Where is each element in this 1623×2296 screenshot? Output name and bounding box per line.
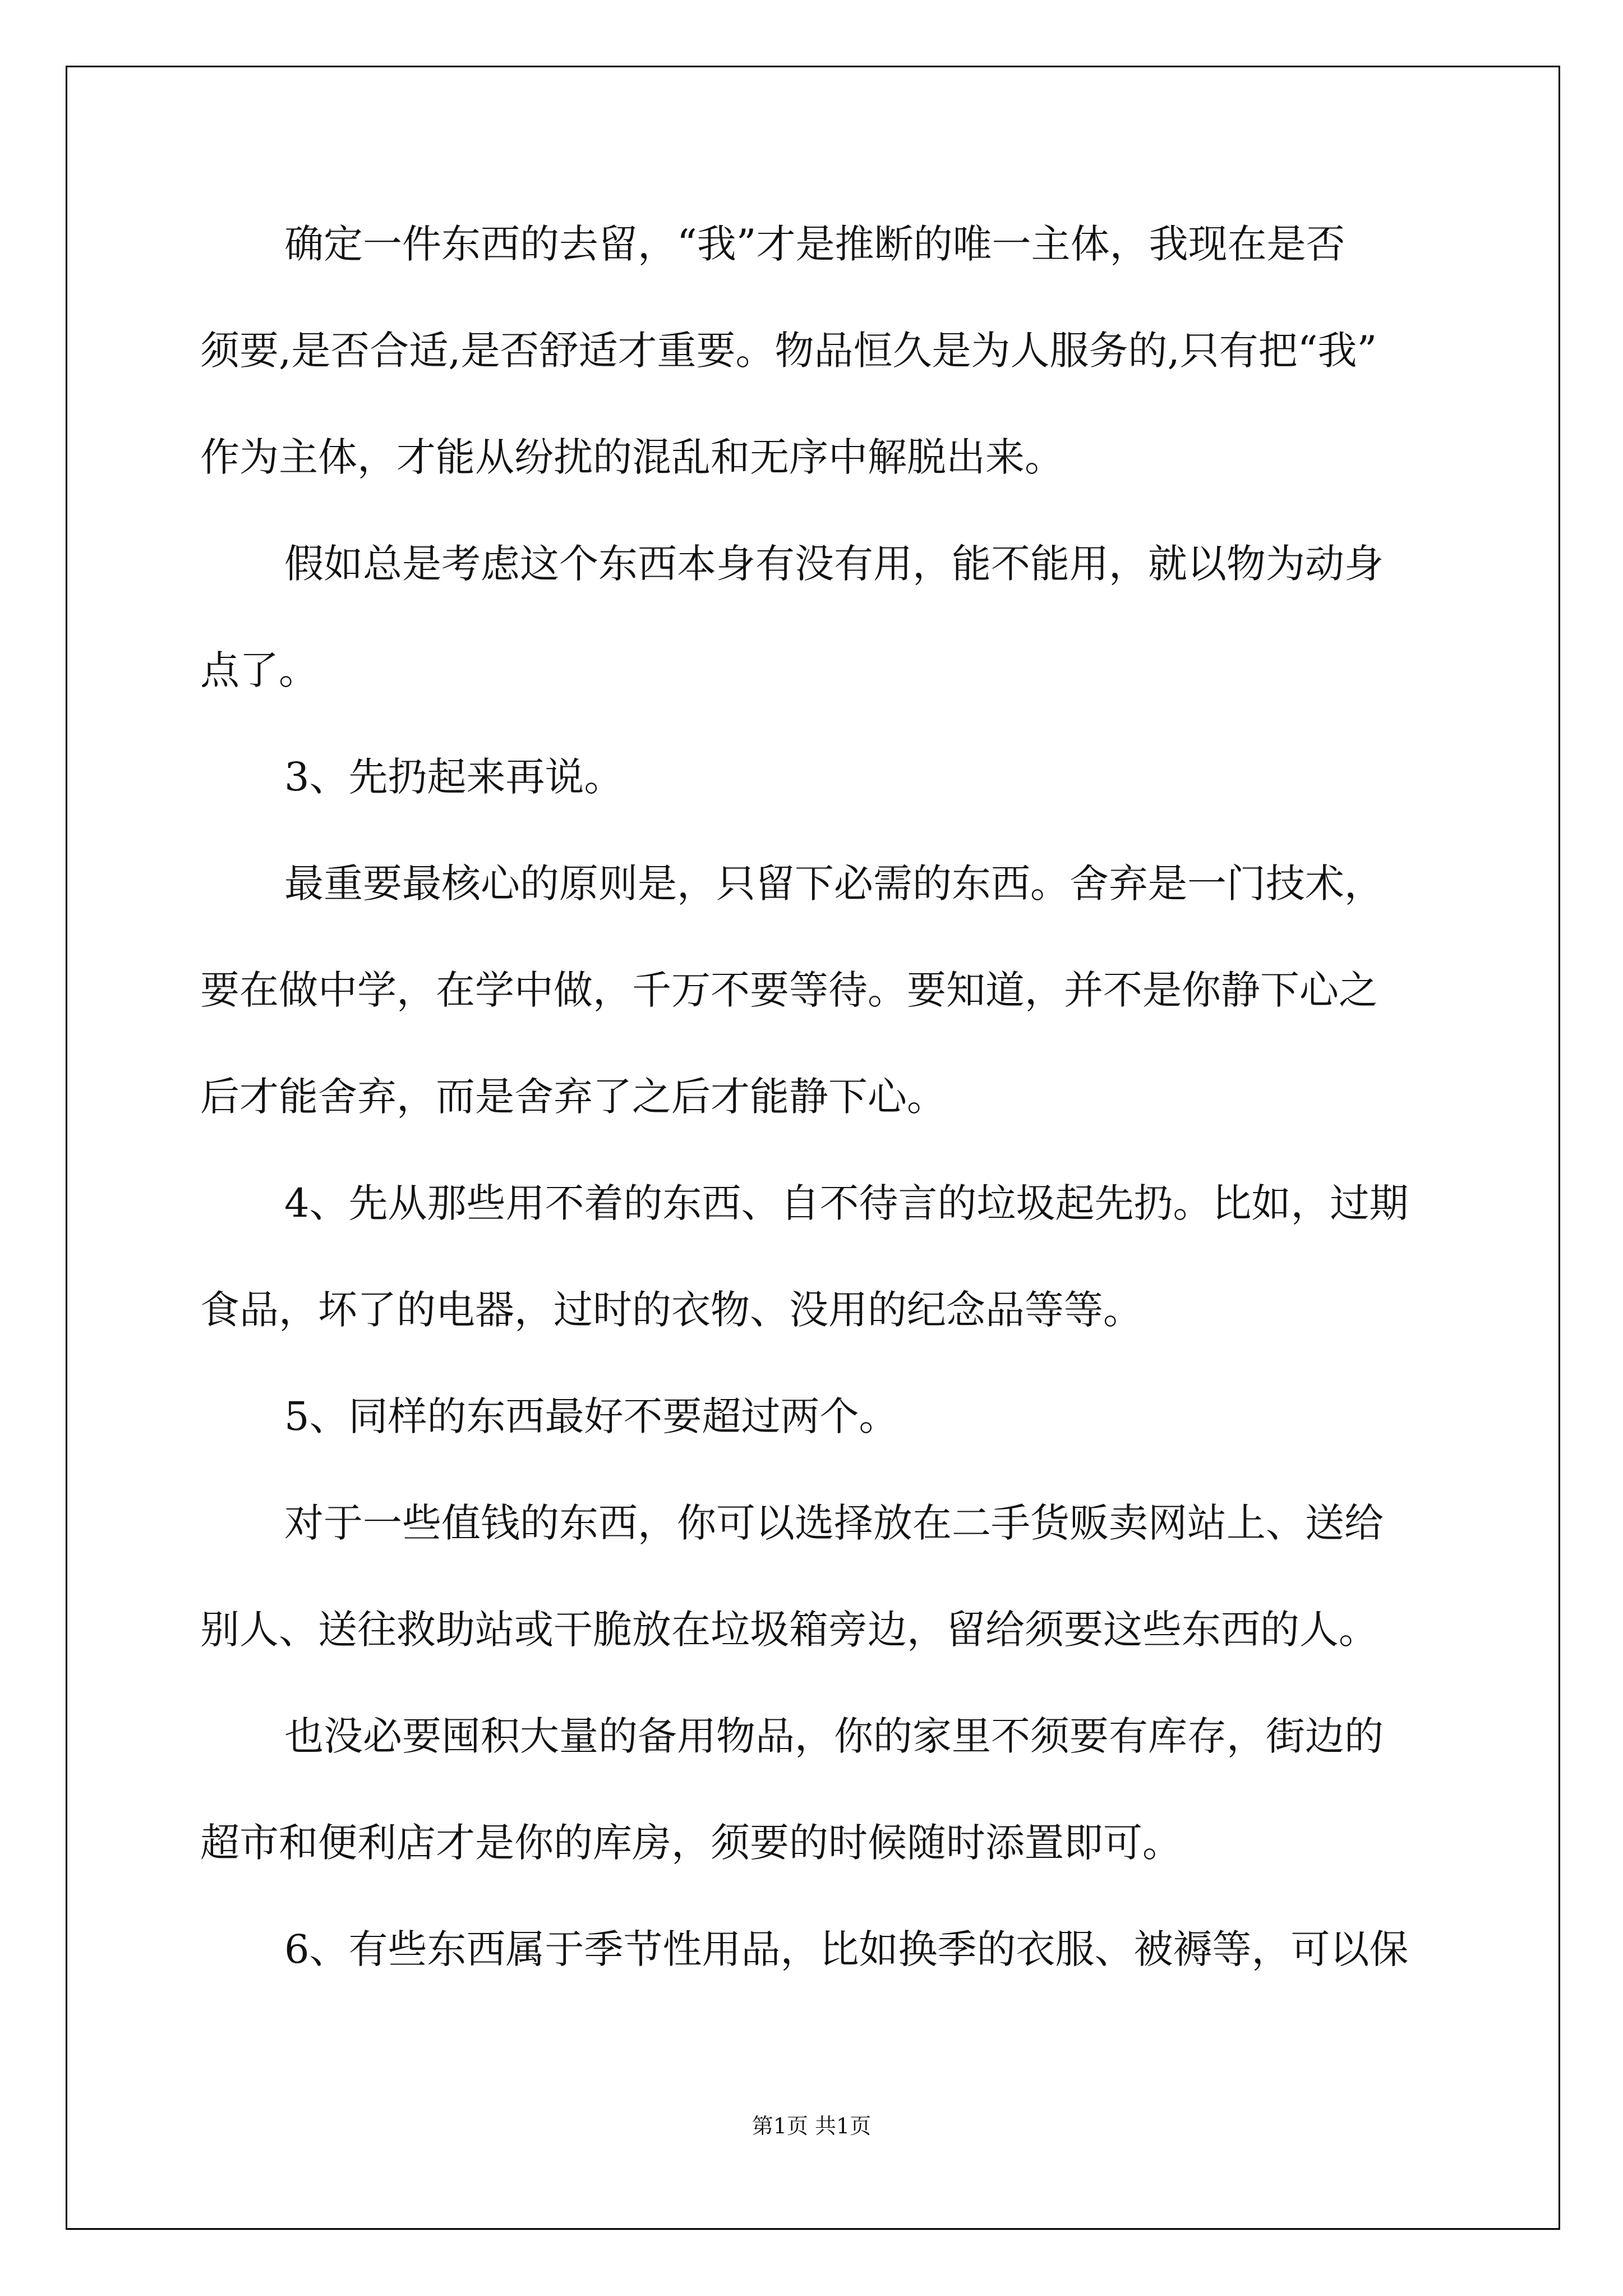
paragraph-1-line-3: 作为主体，才能从纷扰的混乱和无序中解脱出来。 [200,434,1064,480]
paragraph-1-line-1: 确定一件东西的去留，“我”才是推断的唯一主体，我现在是否 [284,221,1345,267]
paragraph-7-line-1: 对于一些值钱的东西，你可以选择放在二手货贩卖网站上、送给 [284,1500,1384,1546]
page-border [66,66,1560,2230]
page-footer: 第1页 共1页 [751,2114,872,2138]
paragraph-5-line-1: 4、先从那些用不着的东西、自不待言的垃圾起先扔。比如，过期 [284,1180,1409,1226]
paragraph-3-line-1: 3、先扔起来再说。 [284,754,624,800]
paragraph-4-line-3: 后才能舍弃，而是舍弃了之后才能静下心。 [200,1074,946,1120]
paragraph-9-line-1: 6、有些东西属于季节性用品，比如换季的衣服、被褥等，可以保 [284,1926,1409,1972]
paragraph-8-line-2: 超市和便利店才是你的库房，须要的时候随时添置即可。 [200,1820,1182,1866]
paragraph-6-line-1: 5、同样的东西最好不要超过两个。 [284,1393,898,1439]
paragraph-7-line-2: 别人、送往救助站或干脆放在垃圾箱旁边，留给须要这些东西的人。 [200,1607,1378,1653]
paragraph-1-line-2: 须要,是否合适,是否舒适才重要。物品恒久是为人服务的,只有把“我” [200,328,1377,374]
paragraph-4-line-2: 要在做中学，在学中做，千万不要等待。要知道，并不是你静下心之 [200,967,1378,1013]
paragraph-2-line-2: 点了。 [200,647,318,693]
paragraph-5-line-2: 食品，坏了的电器，过时的衣物、没用的纪念品等等。 [200,1287,1142,1333]
paragraph-4-line-1: 最重要最核心的原则是，只留下必需的东西。舍弃是一门技术， [284,861,1384,907]
paragraph-8-line-1: 也没必要囤积大量的备用物品，你的家里不须要有库存，街边的 [284,1713,1384,1759]
paragraph-2-line-1: 假如总是考虑这个东西本身有没有用，能不能用，就以物为动身 [284,541,1384,587]
